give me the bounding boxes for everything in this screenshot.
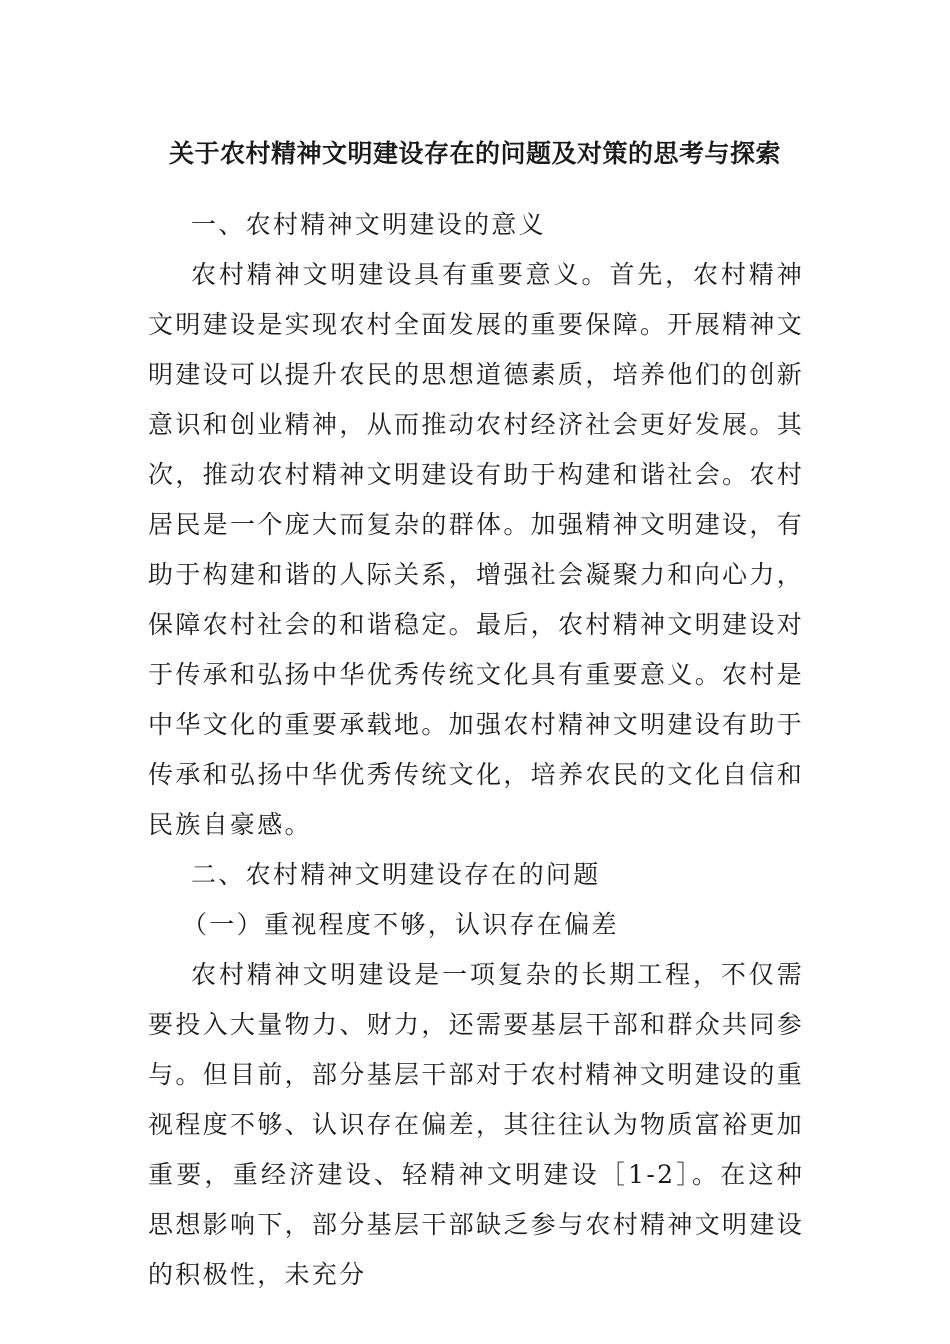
paragraph-problem-1: 农村精神文明建设是一项复杂的长期工程，不仅需要投入大量物力、财力，还需要基层干部和群众共同参与。但目前，部分基层干部对于农村精神文明建设的重视程度不够、认识存在偏差，其往往认为物质富裕更加重要，重经济建设、轻精神文明建设［1-2］。在这种思想影响下，部分基层干部缺乏参与农村精神文明建设的积极性，未充分: [148, 960, 804, 1289]
paragraph-significance: 农村精神文明建设具有重要意义。首先，农村精神文明建设是实现农村全面发展的重要保障。开展精神文明建设可以提升农民的思想道德素质，培养他们的创新意识和创业精神，从而推动农村经济社会更好发展。其次，推动农村精神文明建设有助于构建和谐社会。农村居民是一个庞大而复杂的群体。加强精神文明建设，有助于构建和谐的人际关系，增强社会凝聚力和向心力，保障农村社会的和谐稳定。最后，农村精神文明建设对于传承和弘扬中华优秀传统文化具有重要意义。农村是中华文化的重要承载地。加强农村精神文明建设有助于传承和弘扬中华优秀传统文化，培养农民的文化自信和民族自豪感。: [148, 260, 804, 839]
section-heading-1: 一、农村精神文明建设的意义: [191, 210, 546, 239]
document-title: 关于农村精神文明建设存在的问题及对策的思考与探索: [168, 139, 781, 168]
subsection-heading-1: （一）重视程度不够，认识存在偏差: [182, 910, 619, 939]
document-body: [148, 200, 804, 1300]
section-heading-2: 二、农村精神文明建设存在的问题: [191, 860, 601, 889]
